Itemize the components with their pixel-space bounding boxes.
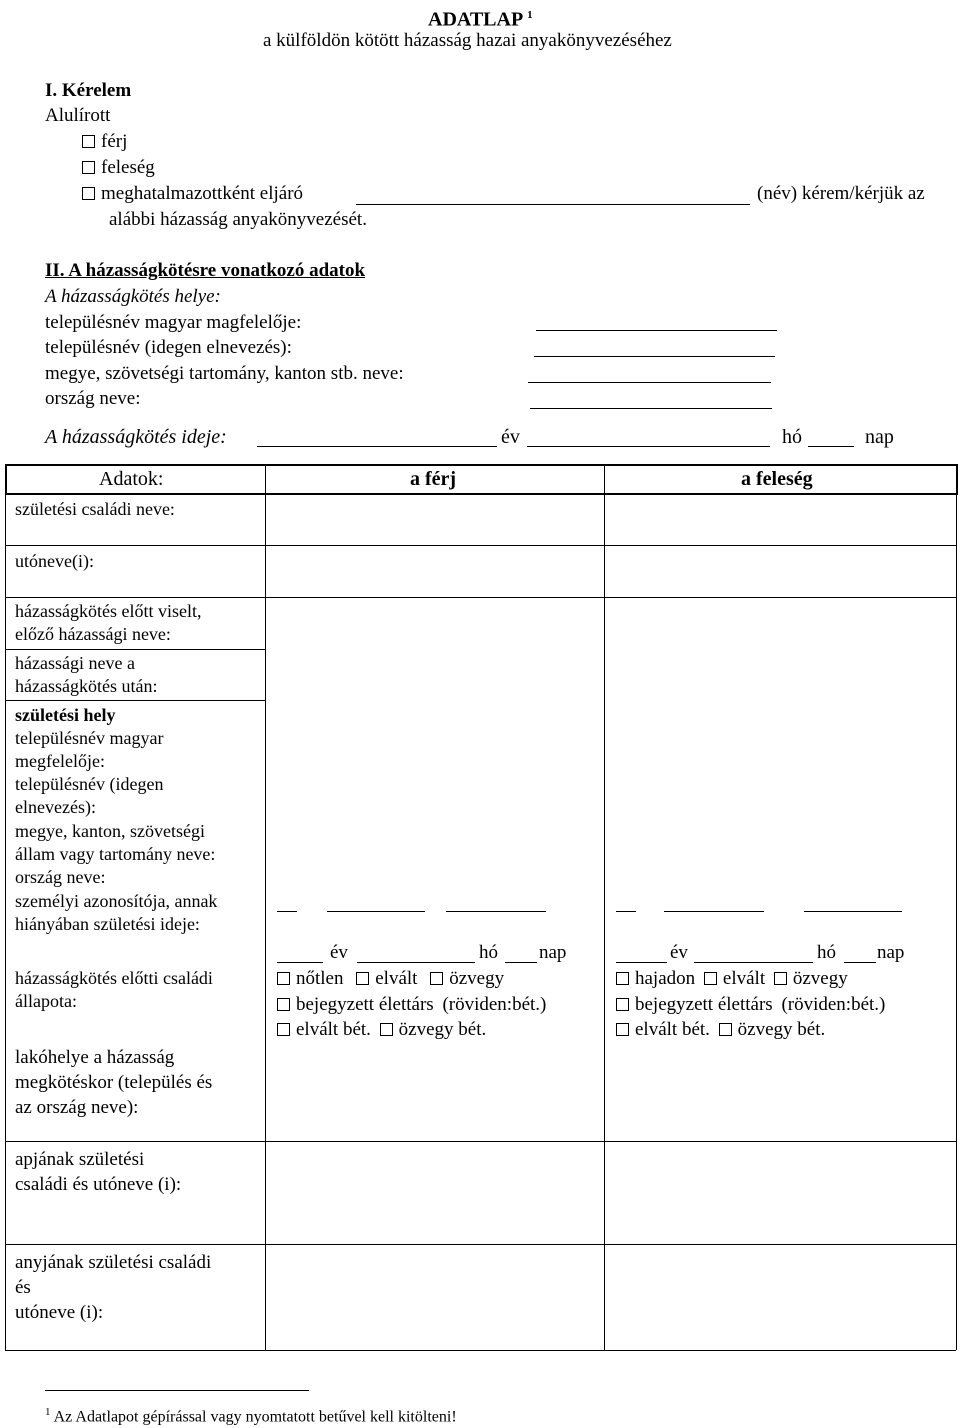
wife-year-line[interactable] [616,962,667,963]
row-given-names: utóneve(i): [15,551,94,571]
name-field-line[interactable] [356,204,750,205]
row-id-1: személyi azonosítója, annak [15,891,218,911]
date-month-label: hó [782,426,802,448]
header-husband: a férj [410,468,457,490]
husband-opt-divorced[interactable]: elvált [356,968,417,989]
wife-opt-divorced-partner[interactable]: elvált bét. [616,1019,710,1040]
date-label: A házasságkötés ideje: [45,426,227,448]
husband-id-blank[interactable] [327,911,425,912]
place-field-county: megye, szövetségi tartomány, kanton stb. neve: [45,363,404,384]
wife-opt-widowed-partner[interactable]: özvegy bét. [719,1019,826,1040]
husband-opt-single[interactable]: nőtlen [277,968,344,989]
wife-partner-note: (röviden:bét.) [781,994,886,1015]
date-year-label: év [501,426,520,448]
checkbox-icon[interactable] [277,1023,290,1036]
wife-year-label: év [670,942,688,963]
footnote-text: Az Adatlapot gépírással vagy nyomtatott betűvel kell kitölteni! [53,1408,457,1426]
row-status-1: házasságkötés előtti családi [15,968,213,988]
row-id-2: hiányában születési ideje: [15,914,200,934]
checkbox-icon[interactable] [719,1023,732,1036]
checkbox-icon[interactable] [774,972,787,985]
row-birthplace-line: ország neve: [15,867,106,887]
checkbox-icon[interactable] [430,972,443,985]
wife-opt-single[interactable]: hajadon [616,968,695,989]
checkbox-icon[interactable] [380,1023,393,1036]
row-prev-name-2: előző házassági neve: [15,624,171,644]
row-birthplace-title: születési hely [15,705,116,725]
husband-opt-widowed[interactable]: özvegy [430,968,504,989]
checkbox-icon[interactable] [277,998,290,1011]
date-day-line[interactable] [808,446,854,447]
date-month-line[interactable] [527,446,770,447]
checkbox-icon[interactable] [277,972,290,985]
row-status-2: állapota: [15,991,77,1011]
row-mother-3: utóneve (i): [15,1302,104,1323]
checkbox-icon[interactable] [82,187,95,200]
row-married-name-1: házassági neve a [15,653,135,673]
husband-partner-note: (röviden:bét.) [442,994,547,1015]
checkbox-icon[interactable] [616,998,629,1011]
wife-id-blank[interactable] [616,911,636,912]
section1-heading: I. Kérelem [45,80,132,101]
row-mother-1: anyjának születési családi [15,1252,212,1273]
row-birthplace-line: településnév (idegen [15,774,164,794]
row-father-1: apjának születési [15,1149,145,1170]
checkbox-icon[interactable] [356,972,369,985]
footnote-mark: 1 [45,1406,51,1418]
place-field-country: ország neve: [45,388,141,409]
row-prev-name-1: házasságkötés előtt viselt, [15,601,202,621]
checkbox-icon[interactable] [616,972,629,985]
option-wife[interactable]: feleség [82,157,155,179]
row-birthplace-line: településnév magyar [15,728,164,748]
place-field-hu: településnév magyar magfelelője: [45,312,302,333]
wife-month-label: hó [817,942,836,963]
place-heading: A házasságkötés helye: [45,286,221,307]
place-foreign-line[interactable] [534,356,775,357]
wife-opt-widowed[interactable]: özvegy [774,968,848,989]
row-residence-2: megkötéskor (település és [15,1072,213,1093]
husband-day-line[interactable] [505,962,537,963]
husband-opt-divorced-partner[interactable]: elvált bét. [277,1019,371,1040]
row-married-name-2: házasságkötés után: [15,676,158,696]
husband-opt-partner[interactable]: bejegyzett élettárs [277,994,434,1015]
wife-opt-partner[interactable]: bejegyzett élettárs [616,994,773,1015]
place-field-foreign: településnév (idegen elnevezés): [45,337,292,358]
wife-id-blank[interactable] [664,911,764,912]
husband-year-line[interactable] [277,962,323,963]
row-birthplace-line: megfelelője: [15,751,105,771]
row-mother-2: és [15,1277,31,1298]
wife-month-line[interactable] [694,962,813,963]
option-husband[interactable]: férj [82,131,127,153]
footnote [45,1401,457,1428]
checkbox-icon[interactable] [82,135,95,148]
husband-id-blank[interactable] [446,911,546,912]
footnote-separator [45,1390,309,1391]
wife-day-line[interactable] [844,962,876,963]
section2-heading: II. A házasságkötésre vonatkozó adatok [45,260,366,281]
checkbox-icon[interactable] [704,972,717,985]
row-residence-3: az ország neve): [15,1097,139,1118]
row-birthplace-line: állam vagy tartomány neve: [15,844,216,864]
form-title: ADATLAP $^1$ [428,8,533,31]
checkbox-icon[interactable] [616,1023,629,1036]
husband-month-label: hó [479,942,498,963]
husband-month-line[interactable] [357,962,475,963]
husband-opt-widowed-partner[interactable]: özvegy bét. [380,1019,487,1040]
option-proxy[interactable]: meghatalmazottként eljáró [82,183,303,205]
header-wife: a feleség [741,468,813,490]
form-subtitle: a külföldön kötött házasság hazai anyakönyvezéséhez [263,30,672,51]
section1-intro: Alulírott [45,105,111,126]
place-county-line[interactable] [528,382,771,383]
place-country-line[interactable] [530,408,772,409]
name-suffix-text: (név) kérem/kérjük az [757,183,925,204]
section1-continuation: alábbi házasság anyakönyvezését. [109,209,367,230]
checkbox-icon[interactable] [82,161,95,174]
husband-day-label: nap [539,942,567,963]
row-birthplace-line: megye, kanton, szövetségi [15,821,205,841]
husband-year-label: év [330,942,348,963]
wife-opt-divorced[interactable]: elvált [704,968,765,989]
wife-id-blank[interactable] [804,911,902,912]
row-birth-family-name: születési családi neve: [15,499,175,519]
header-data: Adatok: [99,468,164,490]
row-father-2: családi és utóneve (i): [15,1174,182,1195]
row-birthplace-line: elnevezés): [15,797,96,817]
place-hu-line[interactable] [536,330,777,331]
date-year-line[interactable] [257,446,497,447]
date-day-label: nap [865,426,894,448]
wife-day-label: nap [877,942,905,963]
row-residence-1: lakóhelye a házasság [15,1047,175,1068]
title-footnote-mark: 1 [527,9,533,21]
husband-id-blank[interactable] [277,911,297,912]
